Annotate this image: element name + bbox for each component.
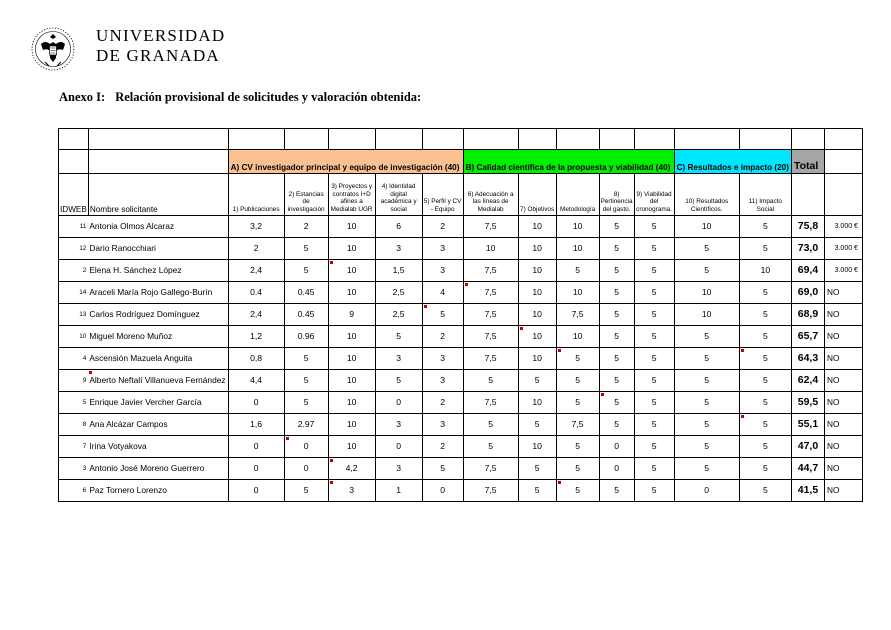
score-cell: 0.45	[284, 304, 328, 326]
score-cell: 5	[518, 370, 556, 392]
total-score: 65,7	[791, 326, 824, 348]
annex-title	[59, 90, 421, 105]
score-cell: 0.45	[284, 282, 328, 304]
score-cell: 5	[739, 348, 791, 370]
score-cell: 5	[674, 260, 739, 282]
score-cell: 0	[228, 392, 284, 414]
result-cell: NO	[824, 282, 862, 304]
score-cell: 5	[518, 458, 556, 480]
score-cell: 10	[328, 216, 375, 238]
score-cell: 0	[228, 458, 284, 480]
score-cell: 5	[556, 260, 599, 282]
score-cell: 5	[739, 436, 791, 458]
score-cell: 10	[556, 238, 599, 260]
score-cell: 7,5	[463, 260, 518, 282]
score-cell: 5	[518, 480, 556, 502]
col-name: Nombre solicitante	[88, 174, 228, 216]
score-cell: 0	[599, 458, 634, 480]
applicant-name: Ana Alcázar Campos	[88, 414, 228, 436]
score-cell: 5	[739, 238, 791, 260]
col-adequacy: 6) Adecuación a las líneas de Medialab	[463, 174, 518, 216]
score-cell: 5	[556, 436, 599, 458]
score-cell: 5	[599, 216, 634, 238]
score-cell: 4,2	[328, 458, 375, 480]
score-cell: 10	[556, 326, 599, 348]
score-cell: 3,2	[228, 216, 284, 238]
total-score: 44,7	[791, 458, 824, 480]
col-scientific-results: 10) Resultados Científicos.	[674, 174, 739, 216]
applicant-id: 2	[59, 260, 89, 282]
score-cell: 2	[422, 216, 463, 238]
col-digital-identity: 4) Identidad digital académica y social	[375, 174, 422, 216]
applicant-name: Paz Tornero Lorenzo	[88, 480, 228, 502]
score-cell: 5	[739, 370, 791, 392]
score-cell: 5	[674, 436, 739, 458]
col-team-profile: 5) Perfil y CV - Equipo	[422, 174, 463, 216]
table-row	[59, 480, 863, 502]
score-cell: 7,5	[463, 282, 518, 304]
applicant-name: Dario Ranocchiari	[88, 238, 228, 260]
section-b-header: B) Calidad científica de la propuesta y viabilidad (40)	[463, 150, 674, 174]
score-cell: 10	[518, 326, 556, 348]
score-cell: 2	[422, 392, 463, 414]
table-row	[59, 414, 863, 436]
annex-text: Relación provisional de solicitudes y valoración obtenida:	[115, 90, 422, 104]
score-cell: 5	[739, 480, 791, 502]
applicant-name: Antonia Olmos Alcaraz	[88, 216, 228, 238]
applicant-id: 7	[59, 436, 89, 458]
result-cell: NO	[824, 436, 862, 458]
result-cell: 3.000 €	[824, 260, 862, 282]
score-cell: 5	[634, 282, 674, 304]
score-cell: 10	[328, 414, 375, 436]
score-cell: 10	[328, 348, 375, 370]
score-cell: 10	[328, 238, 375, 260]
spacer-row	[59, 129, 863, 150]
score-cell: 5	[375, 370, 422, 392]
applicant-id: 9	[59, 370, 89, 392]
table-row	[59, 458, 863, 480]
score-cell: 5	[375, 326, 422, 348]
university-crest-logo	[30, 22, 76, 76]
score-cell: 5	[599, 282, 634, 304]
score-cell: 5	[674, 392, 739, 414]
score-cell: 5	[556, 348, 599, 370]
score-cell: 2	[284, 216, 328, 238]
applicant-id: 3	[59, 458, 89, 480]
score-cell: 5	[634, 260, 674, 282]
total-score: 55,1	[791, 414, 824, 436]
table-row	[59, 304, 863, 326]
score-cell: 5	[674, 238, 739, 260]
score-cell: 7,5	[463, 216, 518, 238]
score-cell: 5	[422, 304, 463, 326]
score-cell: 5	[634, 348, 674, 370]
column-header-row	[59, 174, 863, 216]
score-cell: 10	[328, 326, 375, 348]
score-cell: 10	[518, 282, 556, 304]
score-cell: 5	[599, 392, 634, 414]
score-cell: 10	[518, 304, 556, 326]
result-cell: NO	[824, 304, 862, 326]
score-cell: 5	[634, 216, 674, 238]
result-cell: NO	[824, 414, 862, 436]
score-cell: 0	[228, 480, 284, 502]
score-cell: 5	[739, 282, 791, 304]
score-cell: 5	[674, 458, 739, 480]
score-cell: 10	[739, 260, 791, 282]
score-cell: 5	[284, 348, 328, 370]
score-cell: 3	[422, 260, 463, 282]
score-cell: 5	[284, 260, 328, 282]
score-cell: 5	[634, 480, 674, 502]
score-cell: 5	[463, 370, 518, 392]
score-cell: 10	[556, 216, 599, 238]
applicant-name: Ascensión Mazuela Anguita	[88, 348, 228, 370]
score-cell: 9	[328, 304, 375, 326]
applicant-id: 4	[59, 348, 89, 370]
score-cell: 10	[518, 436, 556, 458]
score-cell: 5	[674, 348, 739, 370]
score-cell: 2,4	[228, 260, 284, 282]
score-cell: 10	[674, 304, 739, 326]
score-cell: 10	[463, 238, 518, 260]
score-cell: 10	[518, 216, 556, 238]
score-cell: 5	[634, 436, 674, 458]
score-cell: 5	[634, 458, 674, 480]
applicant-id: 12	[59, 238, 89, 260]
table-row	[59, 260, 863, 282]
score-cell: 5	[422, 458, 463, 480]
score-cell: 2,5	[375, 282, 422, 304]
applicant-name: Irina Votyakova	[88, 436, 228, 458]
score-cell: 7,5	[463, 348, 518, 370]
score-cell: 2	[422, 326, 463, 348]
applicant-name: Antonio José Moreno Guerrero	[88, 458, 228, 480]
score-cell: 5	[599, 480, 634, 502]
score-cell: 10	[518, 392, 556, 414]
total-score: 73,0	[791, 238, 824, 260]
score-cell: 5	[599, 304, 634, 326]
table-row	[59, 436, 863, 458]
section-a-header: A) CV investigador principal y equipo de investigación (40)	[228, 150, 463, 174]
score-cell: 2,5	[375, 304, 422, 326]
score-cell: 5	[674, 414, 739, 436]
score-cell: 5	[739, 216, 791, 238]
section-c-header: C) Resultados e impacto (20)	[674, 150, 791, 174]
score-cell: 5	[556, 370, 599, 392]
score-cell: 3	[375, 414, 422, 436]
score-cell: 3	[328, 480, 375, 502]
score-cell: 6	[375, 216, 422, 238]
col-projects: 3) Proyectos y contratos I+D afines a Medialab UGR	[328, 174, 375, 216]
score-cell: 0	[375, 392, 422, 414]
score-cell: 10	[518, 260, 556, 282]
section-header-row	[59, 150, 863, 174]
table-row	[59, 348, 863, 370]
score-cell: 10	[674, 282, 739, 304]
total-score: 64,3	[791, 348, 824, 370]
total-score: 69,4	[791, 260, 824, 282]
score-cell: 5	[284, 238, 328, 260]
score-cell: 10	[674, 216, 739, 238]
score-cell: 10	[518, 238, 556, 260]
table-row	[59, 392, 863, 414]
applications-table	[58, 128, 863, 502]
applicant-id: 10	[59, 326, 89, 348]
score-cell: 3	[375, 238, 422, 260]
score-cell: 5	[284, 392, 328, 414]
score-cell: 10	[328, 260, 375, 282]
score-cell: 5	[634, 238, 674, 260]
applicant-name: Carlos Rodríguez Domínguez	[88, 304, 228, 326]
table-row	[59, 282, 863, 304]
result-cell: 3.000 €	[824, 238, 862, 260]
score-cell: 1,2	[228, 326, 284, 348]
score-cell: 2	[422, 436, 463, 458]
score-cell: 5	[518, 414, 556, 436]
applicant-id: 14	[59, 282, 89, 304]
score-cell: 3	[422, 348, 463, 370]
result-cell: NO	[824, 480, 862, 502]
col-idweb: IDWEB	[59, 174, 89, 216]
result-cell: NO	[824, 326, 862, 348]
total-score: 68,9	[791, 304, 824, 326]
applicant-name: Enrique Javier Vercher García	[88, 392, 228, 414]
score-cell: 5	[599, 414, 634, 436]
score-cell: 7,5	[556, 304, 599, 326]
score-cell: 2.97	[284, 414, 328, 436]
score-cell: 5	[739, 326, 791, 348]
score-cell: 0.96	[284, 326, 328, 348]
score-cell: 5	[739, 414, 791, 436]
university-name-line2: DE GRANADA	[96, 46, 220, 65]
score-cell: 5	[674, 326, 739, 348]
applicant-id: 6	[59, 480, 89, 502]
score-cell: 5	[634, 370, 674, 392]
score-cell: 7,5	[463, 326, 518, 348]
col-publications: 1) Publicaciones	[228, 174, 284, 216]
score-cell: 0	[674, 480, 739, 502]
score-cell: 1	[375, 480, 422, 502]
result-cell: NO	[824, 392, 862, 414]
applicant-name: Araceli María Rojo Gallego-Burín	[88, 282, 228, 304]
score-cell: 5	[634, 392, 674, 414]
score-cell: 2,4	[228, 304, 284, 326]
score-cell: 3	[422, 370, 463, 392]
score-cell: 5	[739, 392, 791, 414]
score-cell: 5	[556, 458, 599, 480]
score-cell: 0	[599, 436, 634, 458]
annex-label: Anexo I:	[59, 90, 106, 104]
score-cell: 4,4	[228, 370, 284, 392]
score-cell: 5	[599, 260, 634, 282]
score-cell: 5	[674, 370, 739, 392]
applicant-id: 11	[59, 216, 89, 238]
applicant-name: Elena H. Sánchez López	[88, 260, 228, 282]
table-row	[59, 216, 863, 238]
total-header: Total	[791, 150, 824, 174]
applicant-name: Miguel Moreno Muñoz	[88, 326, 228, 348]
score-cell: 5	[599, 238, 634, 260]
col-schedule-viability: 9) Viabilidad del cronograma.	[634, 174, 674, 216]
result-cell: 3.000 €	[824, 216, 862, 238]
score-cell: 5	[463, 414, 518, 436]
total-score: 59,5	[791, 392, 824, 414]
score-cell: 7,5	[556, 414, 599, 436]
score-cell: 7,5	[463, 392, 518, 414]
total-score: 47,0	[791, 436, 824, 458]
score-cell: 10	[556, 282, 599, 304]
result-cell: NO	[824, 348, 862, 370]
score-cell: 5	[634, 304, 674, 326]
score-cell: 0	[228, 436, 284, 458]
col-expense-relevance: 8) Pertinencia del gasto.	[599, 174, 634, 216]
total-score: 41,5	[791, 480, 824, 502]
score-cell: 5	[599, 326, 634, 348]
score-cell: 0	[284, 458, 328, 480]
score-cell: 3	[375, 458, 422, 480]
score-cell: 7,5	[463, 458, 518, 480]
score-cell: 0,8	[228, 348, 284, 370]
score-cell: 2	[228, 238, 284, 260]
score-cell: 7,5	[463, 480, 518, 502]
col-total	[791, 174, 824, 216]
score-cell: 7,5	[463, 304, 518, 326]
score-cell: 4	[422, 282, 463, 304]
score-cell: 5	[634, 326, 674, 348]
score-cell: 10	[328, 392, 375, 414]
score-cell: 0.4	[228, 282, 284, 304]
score-cell: 5	[739, 304, 791, 326]
col-methodology: Metodología	[556, 174, 599, 216]
score-cell: 3	[375, 348, 422, 370]
university-name	[96, 26, 225, 66]
applicant-name: Alberto Neftalí Villanueva Fernández	[88, 370, 228, 392]
table-row	[59, 370, 863, 392]
score-cell: 5	[556, 480, 599, 502]
score-cell: 5	[556, 392, 599, 414]
score-cell: 5	[463, 436, 518, 458]
total-score: 62,4	[791, 370, 824, 392]
col-research-stays: 2) Estancias de investigación	[284, 174, 328, 216]
total-score: 75,8	[791, 216, 824, 238]
col-result	[824, 174, 862, 216]
score-cell: 10	[328, 370, 375, 392]
col-social-impact: 11) Impacto Social	[739, 174, 791, 216]
score-cell: 0	[284, 436, 328, 458]
university-name-line1: UNIVERSIDAD	[96, 26, 226, 45]
applicant-id: 13	[59, 304, 89, 326]
score-cell: 10	[328, 436, 375, 458]
score-cell: 3	[422, 414, 463, 436]
score-cell: 1,5	[375, 260, 422, 282]
score-cell: 1,6	[228, 414, 284, 436]
score-cell: 10	[328, 282, 375, 304]
score-cell: 5	[599, 370, 634, 392]
score-cell: 5	[599, 348, 634, 370]
result-cell: NO	[824, 458, 862, 480]
applicant-id: 5	[59, 392, 89, 414]
score-cell: 3	[422, 238, 463, 260]
col-objectives: 7) Objetivos	[518, 174, 556, 216]
score-cell: 0	[375, 436, 422, 458]
score-cell: 5	[634, 414, 674, 436]
table-row	[59, 238, 863, 260]
total-score: 69,0	[791, 282, 824, 304]
score-cell: 0	[422, 480, 463, 502]
score-cell: 5	[284, 370, 328, 392]
applicant-id: 8	[59, 414, 89, 436]
score-cell: 5	[284, 480, 328, 502]
table-row	[59, 326, 863, 348]
score-cell: 5	[739, 458, 791, 480]
score-cell: 10	[518, 348, 556, 370]
result-cell: NO	[824, 370, 862, 392]
